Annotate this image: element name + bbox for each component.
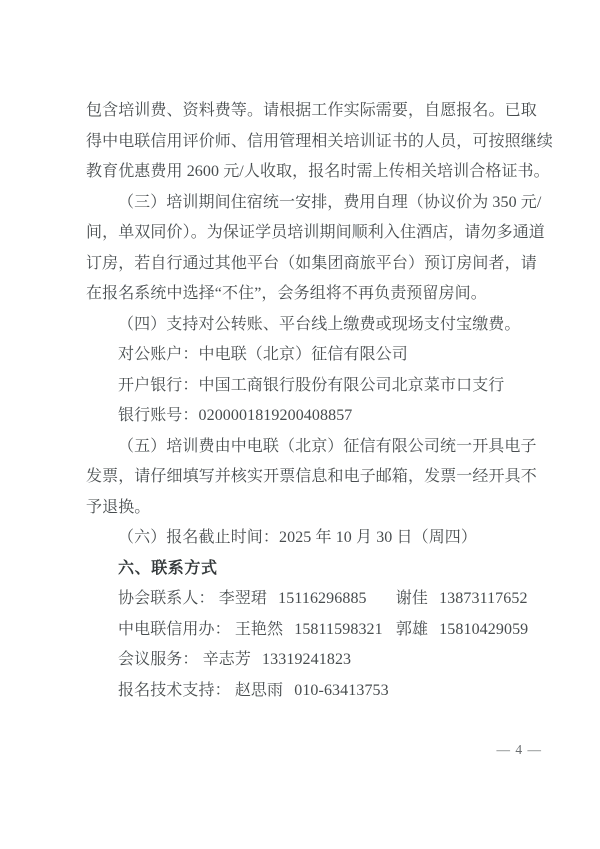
contact-credit-office-label: 中电联信用办： [118, 620, 231, 638]
item3-line-2: 间，单双同价）。为保证学员培训期间顺利入住酒店，请勿多通道 [86, 224, 545, 241]
item5-line-3: 予退换。 [86, 498, 151, 516]
contact-credit-office-phone-2: 15810429059 [439, 620, 529, 638]
contact-credit-office-line [86, 615, 538, 646]
page-number: — 4 — [496, 742, 542, 757]
contact-association-label: 协会联系人： [118, 590, 215, 607]
para-fees-line-1: 包含培训费、资料费等。请根据工作实际需要，自愿报名。已取 [86, 102, 537, 119]
item5-line-2: 发票，请仔细填写并核实开票信息和电子邮箱，发票一经开具不 [86, 468, 537, 485]
contact-section-heading: 六、联系方式 [118, 559, 218, 577]
corporate-account-name: 对公账户：中电联（北京）征信有限公司 [118, 346, 408, 363]
contact-association-name-2: 谢佳 [395, 590, 428, 607]
para-fees-line-2: 得中电联信用评价师、信用管理相关培训证书的人员，可按照继续 [86, 132, 553, 150]
contact-association-phone-1: 15116296885 [278, 590, 367, 607]
contact-association-name-1: 李翌珺 [218, 590, 268, 607]
item5-line-1: （五）培训费由中电联（北京）征信有限公司统一开具电子 [118, 437, 537, 455]
contact-tech-support-phone: 010-63413753 [294, 681, 389, 699]
contact-credit-office-phone-1: 15811598321 [294, 620, 383, 638]
item3-line-4: 在报名系统中选择“不住”，会务组将不再负责预留房间。 [86, 285, 487, 302]
bank-name: 开户银行：中国工商银行股份有限公司北京菜市口支行 [118, 376, 505, 394]
contact-credit-office-name-1: 王艳然 [234, 620, 284, 638]
contact-conference-name: 辛志芳 [202, 651, 251, 668]
item4-line-1: （四）支持对公转账、平台线上缴费或现场支付宝缴费。 [118, 315, 521, 333]
contact-tech-support-label: 报名技术支持： [118, 681, 231, 699]
item3-line-3: 订房，若自行通过其他平台（如集团商旅平台）预订房间者，请 [86, 254, 537, 272]
bank-account-number: 银行账号：0200001819200408857 [118, 407, 353, 424]
contact-tech-support-line [86, 676, 538, 707]
registration-deadline: （六）报名截止时间：2025 年 10 月 30 日（周四） [118, 529, 478, 546]
document-body [86, 96, 553, 706]
item3-line-1: （三）培训期间住宿统一安排，费用自理（协议价为 350 元/ [118, 193, 542, 211]
contact-conference-phone: 13319241823 [262, 651, 352, 668]
contact-credit-office-name-2: 郭雄 [395, 620, 429, 638]
contact-tech-support-name: 赵思雨 [234, 681, 284, 699]
contact-conference-line [86, 645, 538, 676]
para-fees-line-3: 教育优惠费用 2600 元/人收取，报名时需上传相关培训合格证书。 [86, 163, 550, 180]
contact-association-phone-2: 13873117652 [439, 590, 528, 607]
contact-conference-label: 会议服务： [118, 651, 199, 668]
contact-association-line [86, 584, 538, 615]
